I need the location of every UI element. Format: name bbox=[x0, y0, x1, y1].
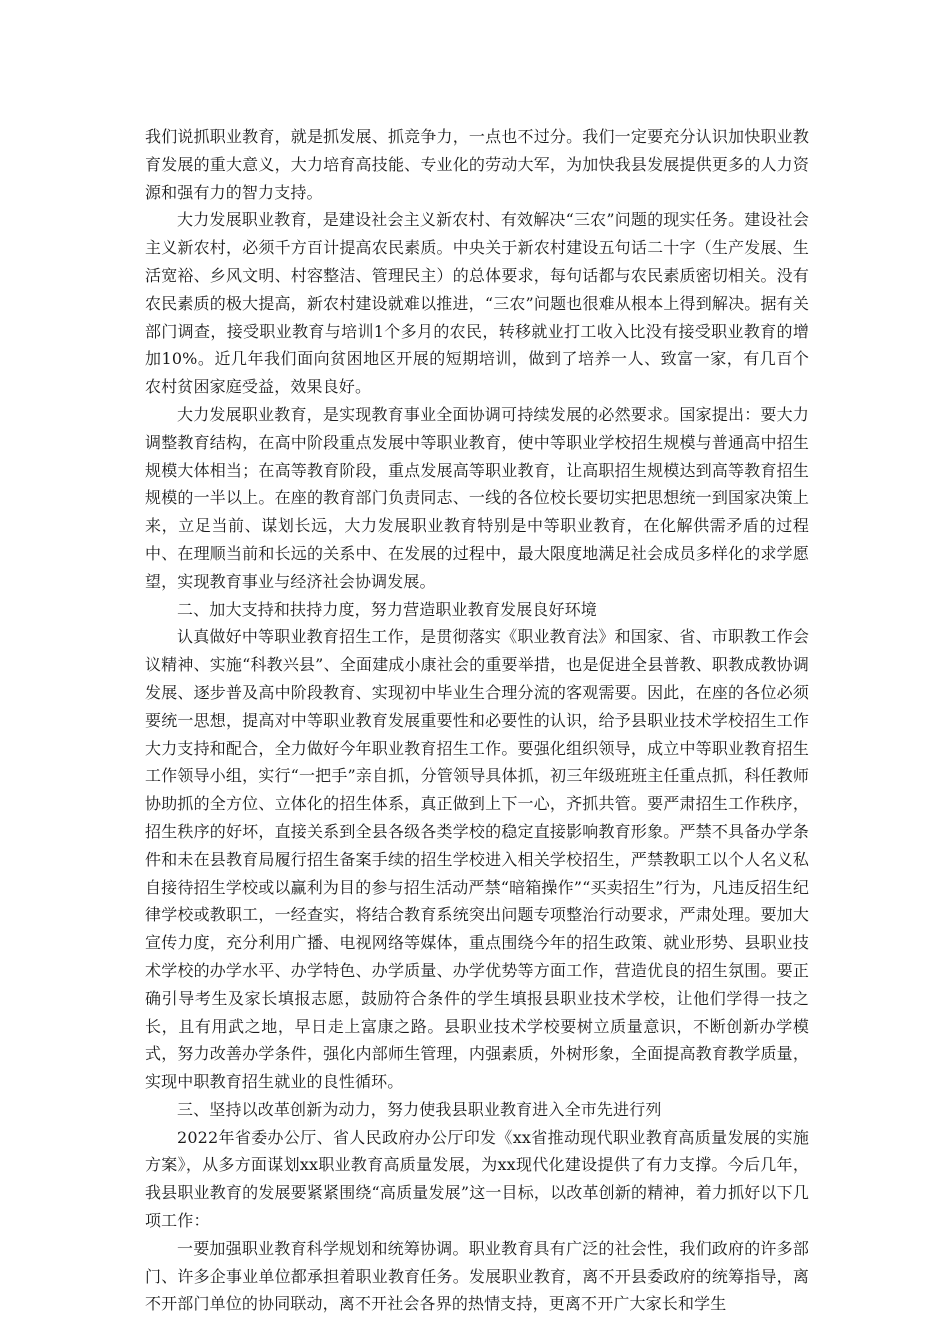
section-heading-3: 三、坚持以改革创新为动力，努力使我县职业教育进入全市先进行列 bbox=[177, 1099, 662, 1119]
document-page bbox=[145, 123, 809, 1318]
paragraph-4: 认真做好中等职业教育招生工作，是贯彻落实《职业教育法》和国家、省、市职教工作会议精神、实施“科教兴县”、全面建成小康社会的重要举措，也是促进全县普教、职教成教协调发展、逐步普及高中阶段教育、实现初中毕业生合理分流的客观需要。因此，在座的各位必须要统一思想，提高对中等职业教育发展重要性和必要性的认识，给予县职业技术学校招生工作大力支持和配合，全力做好今年职业教育招生工作。要强化组织领导，成立中等职业教育招生工作领导小组，实行“一把手”亲自抓，分管领导具体抓，初三年级班班主任重点抓，科任教师协助抓的全方位、立体化的招生体系，真正做到上下一心，齐抓共管。要严肃招生工作秩序，招生秩序的好坏，直接关系到全县各级各类学校的稳定直接影响教育形象。严禁不具备办学条件和未在县教育局履行招生备案手续的招生学校进入相关学校招生，严禁教职工以个人名义私自接待招生学校或以赢利为目的参与招生活动严禁“暗箱操作”“买卖招生”行为，凡违反招生纪律学校或教职工，一经查实，将结合教育系统突出问题专项整治行动要求，严肃处理。要加大宣传力度，充分利用广播、电视网络等媒体，重点围绕今年的招生政策、就业形势、县职业技术学校的办学水平、办学特色、办学质量、办学优势等方面工作，营造优良的招生氛围。要正确引导考生及家长填报志愿，鼓励符合条件的学生填报县职业技术学校，让他们学得一技之长，且有用武之地，早日走上富康之路。县职业技术学校要树立质量意识，不断创新办学模式，努力改善办学条件，强化内部师生管理，内强素质，外树形象，全面提高教育教学质量，实现中职教育招生就业的良性循环。 bbox=[145, 627, 809, 1092]
paragraph-1: 我们说抓职业教育，就是抓发展、抓竞争力，一点也不过分。我们一定要充分认识加快职业教育发展的重大意义，大力培育高技能、专业化的劳动大军，为加快我县发展提供更多的人力资源和强有力的智力支持。 bbox=[145, 127, 809, 202]
paragraph-2: 大力发展职业教育，是建设社会主义新农村、有效解决“三农”问题的现实任务。建设社会主义新农村，必须千方百计提高农民素质。中央关于新农村建设五句话二十字（生产发展、生活宽裕、乡风文明、村容整洁、管理民主）的总体要求，每句话都与农民素质密切相关。没有农民素质的极大提高，新农村建设就难以推进，“三农”问题也很难从根本上得到解决。据有关部门调查，接受职业教育与培训1个多月的农民，转移就业打工收入比没有接受职业教育的增加10%。近几年我们面向贫困地区开展的短期培训，做到了培养一人、致富一家，有几百个农村贫困家庭受益，效果良好。 bbox=[145, 210, 809, 397]
paragraph-3: 大力发展职业教育，是实现教育事业全面协调可持续发展的必然要求。国家提出：要大力调整教育结构，在高中阶段重点发展中等职业教育，使中等职业学校招生规模与普通高中招生规模大体相当；在高等教育阶段，重点发展高等职业教育，让高职招生规模达到高等教育招生规模的一半以上。在座的教育部门负责同志、一线的各位校长要切实把思想统一到国家决策上来，立足当前、谋划长远，大力发展职业教育特别是中等职业教育，在化解供需矛盾的过程中、在理顺当前和长远的关系中、在发展的过程中，最大限度地满足社会成员多样化的求学愿望，实现教育事业与经济社会协调发展。 bbox=[145, 404, 809, 591]
section-heading-2: 二、加大支持和扶持力度，努力营造职业教育发展良好环境 bbox=[177, 599, 597, 619]
paragraph-5: 2022年省委办公厅、省人民政府办公厅印发《xx省推动现代职业教育高质量发展的实施方案》，从多方面谋划xx职业教育高质量发展，为xx现代化建设提供了有力支撑。今后几年，我县职业教育的发展要紧紧围绕“高质量发展”这一目标，以改革创新的精神，着力抓好以下几项工作： bbox=[145, 1127, 809, 1231]
paragraph-6: 一要加强职业教育科学规划和统筹协调。职业教育具有广泛的社会性，我们政府的许多部门、许多企事业单位都承担着职业教育任务。发展职业教育，离不开县委政府的统筹指导，离不开部门单位的协同联动，离不开社会各界的热情支持，更离不开广大家长和学生 bbox=[145, 1238, 809, 1314]
